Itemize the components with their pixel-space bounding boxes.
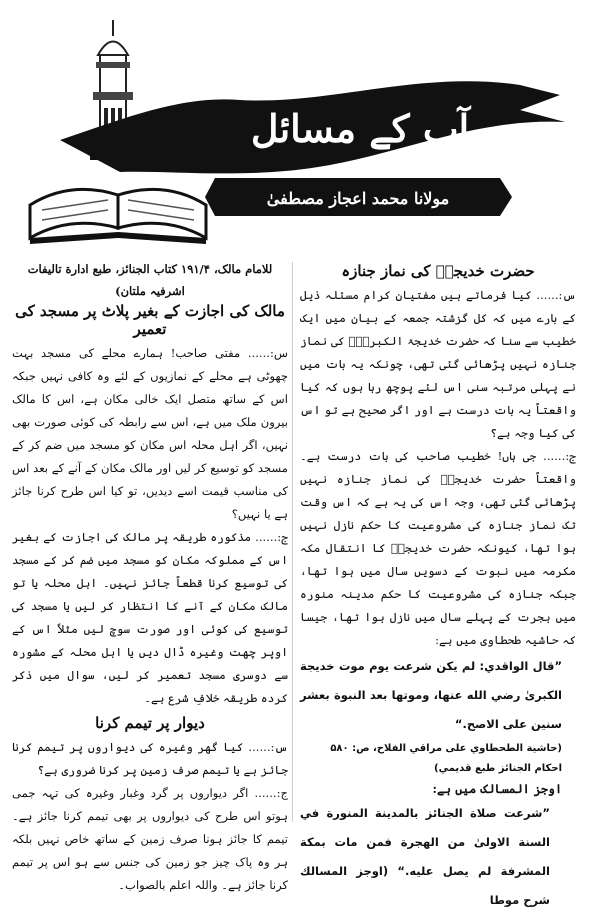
column-divider xyxy=(292,262,293,822)
answer-text-2: ج:...... اگر دیواروں پر گرد وغبار وغیرہ کی تہہ جمی ہوتو اس طرح کی دیواروں پر بھی تیمم کرنا جائز ہے۔ تیمم کا جائز ہونا صرف زمین کے ساتھ خاص نہیں بلکہ ہر وہ پاک چیز جو زمین کی جنس سے ہو اس پر تیمم کرنا جائز ہے۔ واللہ اعلم بالصواب۔ xyxy=(12,786,288,892)
arabic-quote-2: ”شرعت صلاة الجنائز بالمدينة المنورة في السنة الاولىٰ من الهجرة فمن مات بمكة المشرفة لم يصل عليه.“ (اوجز المسالك شرح موطا xyxy=(300,806,550,907)
quote-reference-continued: احكام الجنائز طبع قديمي) xyxy=(434,763,562,774)
arabic-quote: ”قال الواقدي: لم يكن شرعت يوم موت خديجة الكبرىٰ رضي الله عنها، وموتها بعد النبوة بعشر سنين على الاصح.“ xyxy=(300,659,562,731)
answer-text: ج:...... جی ہاں! خطیب صاحب کی بات درست ہے۔ واقعتاً حضرت خدیجہؓ کی نماز جنازہ نہیں پڑھائی گئی تھی، وجہ اس کی یہ ہے کہ اس وقت تک نماز جنازہ کی مشروعیت کا حکم نازل نہیں ہوا تھا، کیونکہ حضرت خدیجہؓ کا انتقال مکہ مکرمہ میں نبوت کے دسویں سال میں ہوا تھا، جبکہ جنازہ کی مشروعیت کا حکم مدینہ منورہ میں ہجرت کے پہلے سال میں نازل ہوا تھا، جیسا کہ حاشیہ طحطاوی میں ہے: xyxy=(300,449,576,647)
open-book-illustration xyxy=(30,189,206,244)
masthead-banner xyxy=(0,0,590,255)
quote-reference: (حاشية الطحطاوي على مراقي الفلاح، ص: ۵۸۰ xyxy=(330,743,562,754)
author-name: مولانا محمد اعجاز مصطفیٰ xyxy=(266,189,450,208)
page-title: آپ کے مسائل xyxy=(250,106,470,151)
reference-top: للامام مالک، ۱۹۱/۴ کتاب الجنائز، طبع ادارة تالیفات اشرفیہ ملتان) xyxy=(27,262,273,298)
source-intro: اوجز المسالک میں ہے: xyxy=(432,782,562,796)
answer-text-1: ج:...... مذکورہ طریقہ پر مالک کی اجازت کے بغیر اس کے مملوکہ مکان کو مسجد میں ضم کر کے مسجد کی توسیع کرنا قطعاً جائز نہیں۔ اہل محلہ یا تو مالک مکان کے آنے کا انتظار کر لیں یا مسجد کی توسیع کی کوئی اور صورت سوچ لیں مثلاً اس کے اوپر چھت وغیرہ ڈال دیں یا اہل محلہ کے مشورہ سے دوسری مسجد تعمیر کر لیں، سوال میں ذکر کردہ طریقہ خلافِ شرع ہے۔ xyxy=(12,530,288,705)
section-heading-2: دیوار پر تیمم کرنا xyxy=(95,714,205,732)
question-text: س:...... کیا فرماتے ہیں مفتیانِ کرام مسئلہ ذیل کے بارے میں کہ کل گزشتہ جمعہ کے بیان میں ایک خطیب سے سنا کہ حضرت خدیجۃ الکبریٰؓ کی نماز جنازہ نہیں پڑھائی گئی تھی، چونکہ یہ بات میں نے پہلی مرتبہ سنی اس لئے پوچھ رہا ہوں کہ کیا واقعتاً یہ بات درست ہے اور اگر صحیح ہے تو اس کی کیا وجہ ہے؟ xyxy=(300,288,576,440)
right-column xyxy=(300,258,576,915)
section-heading-1: مالک کی اجازت کے بغیر پلاٹ پر مسجد کی تعمیر xyxy=(15,302,285,338)
section-heading: حضرت خدیجہؓ کی نماز جنازہ xyxy=(341,262,535,280)
left-column xyxy=(12,258,288,897)
question-text-1: س:...... مفتی صاحب! ہمارے محلے کی مسجد بہت چھوٹی ہے محلے کے نمازیوں کے لئے وہ کافی نہیں جبکہ اس کے ساتھ متصل ایک خالی مکان ہے، اس کا مالک بیرون ملک میں ہے، اس سے رابطہ کی کوئی صورت بھی نہیں، اگر اہل محلہ اس مکان کو مسجد میں ضم کر کے مسجد کو توسیع کر لیں اور مالک مکان کے آنے کے بعد اس کی مناسب قیمت اسے دیدیں، تو کیا اس طرح کرنا جائز ہے یا نہیں؟ xyxy=(12,346,288,521)
question-text-2: س:...... کیا گھر وغیرہ کی دیواروں پر تیمم کرنا جائز ہے یا تیمم صرف زمین پر کرنا ضروری ہے؟ xyxy=(12,740,288,777)
